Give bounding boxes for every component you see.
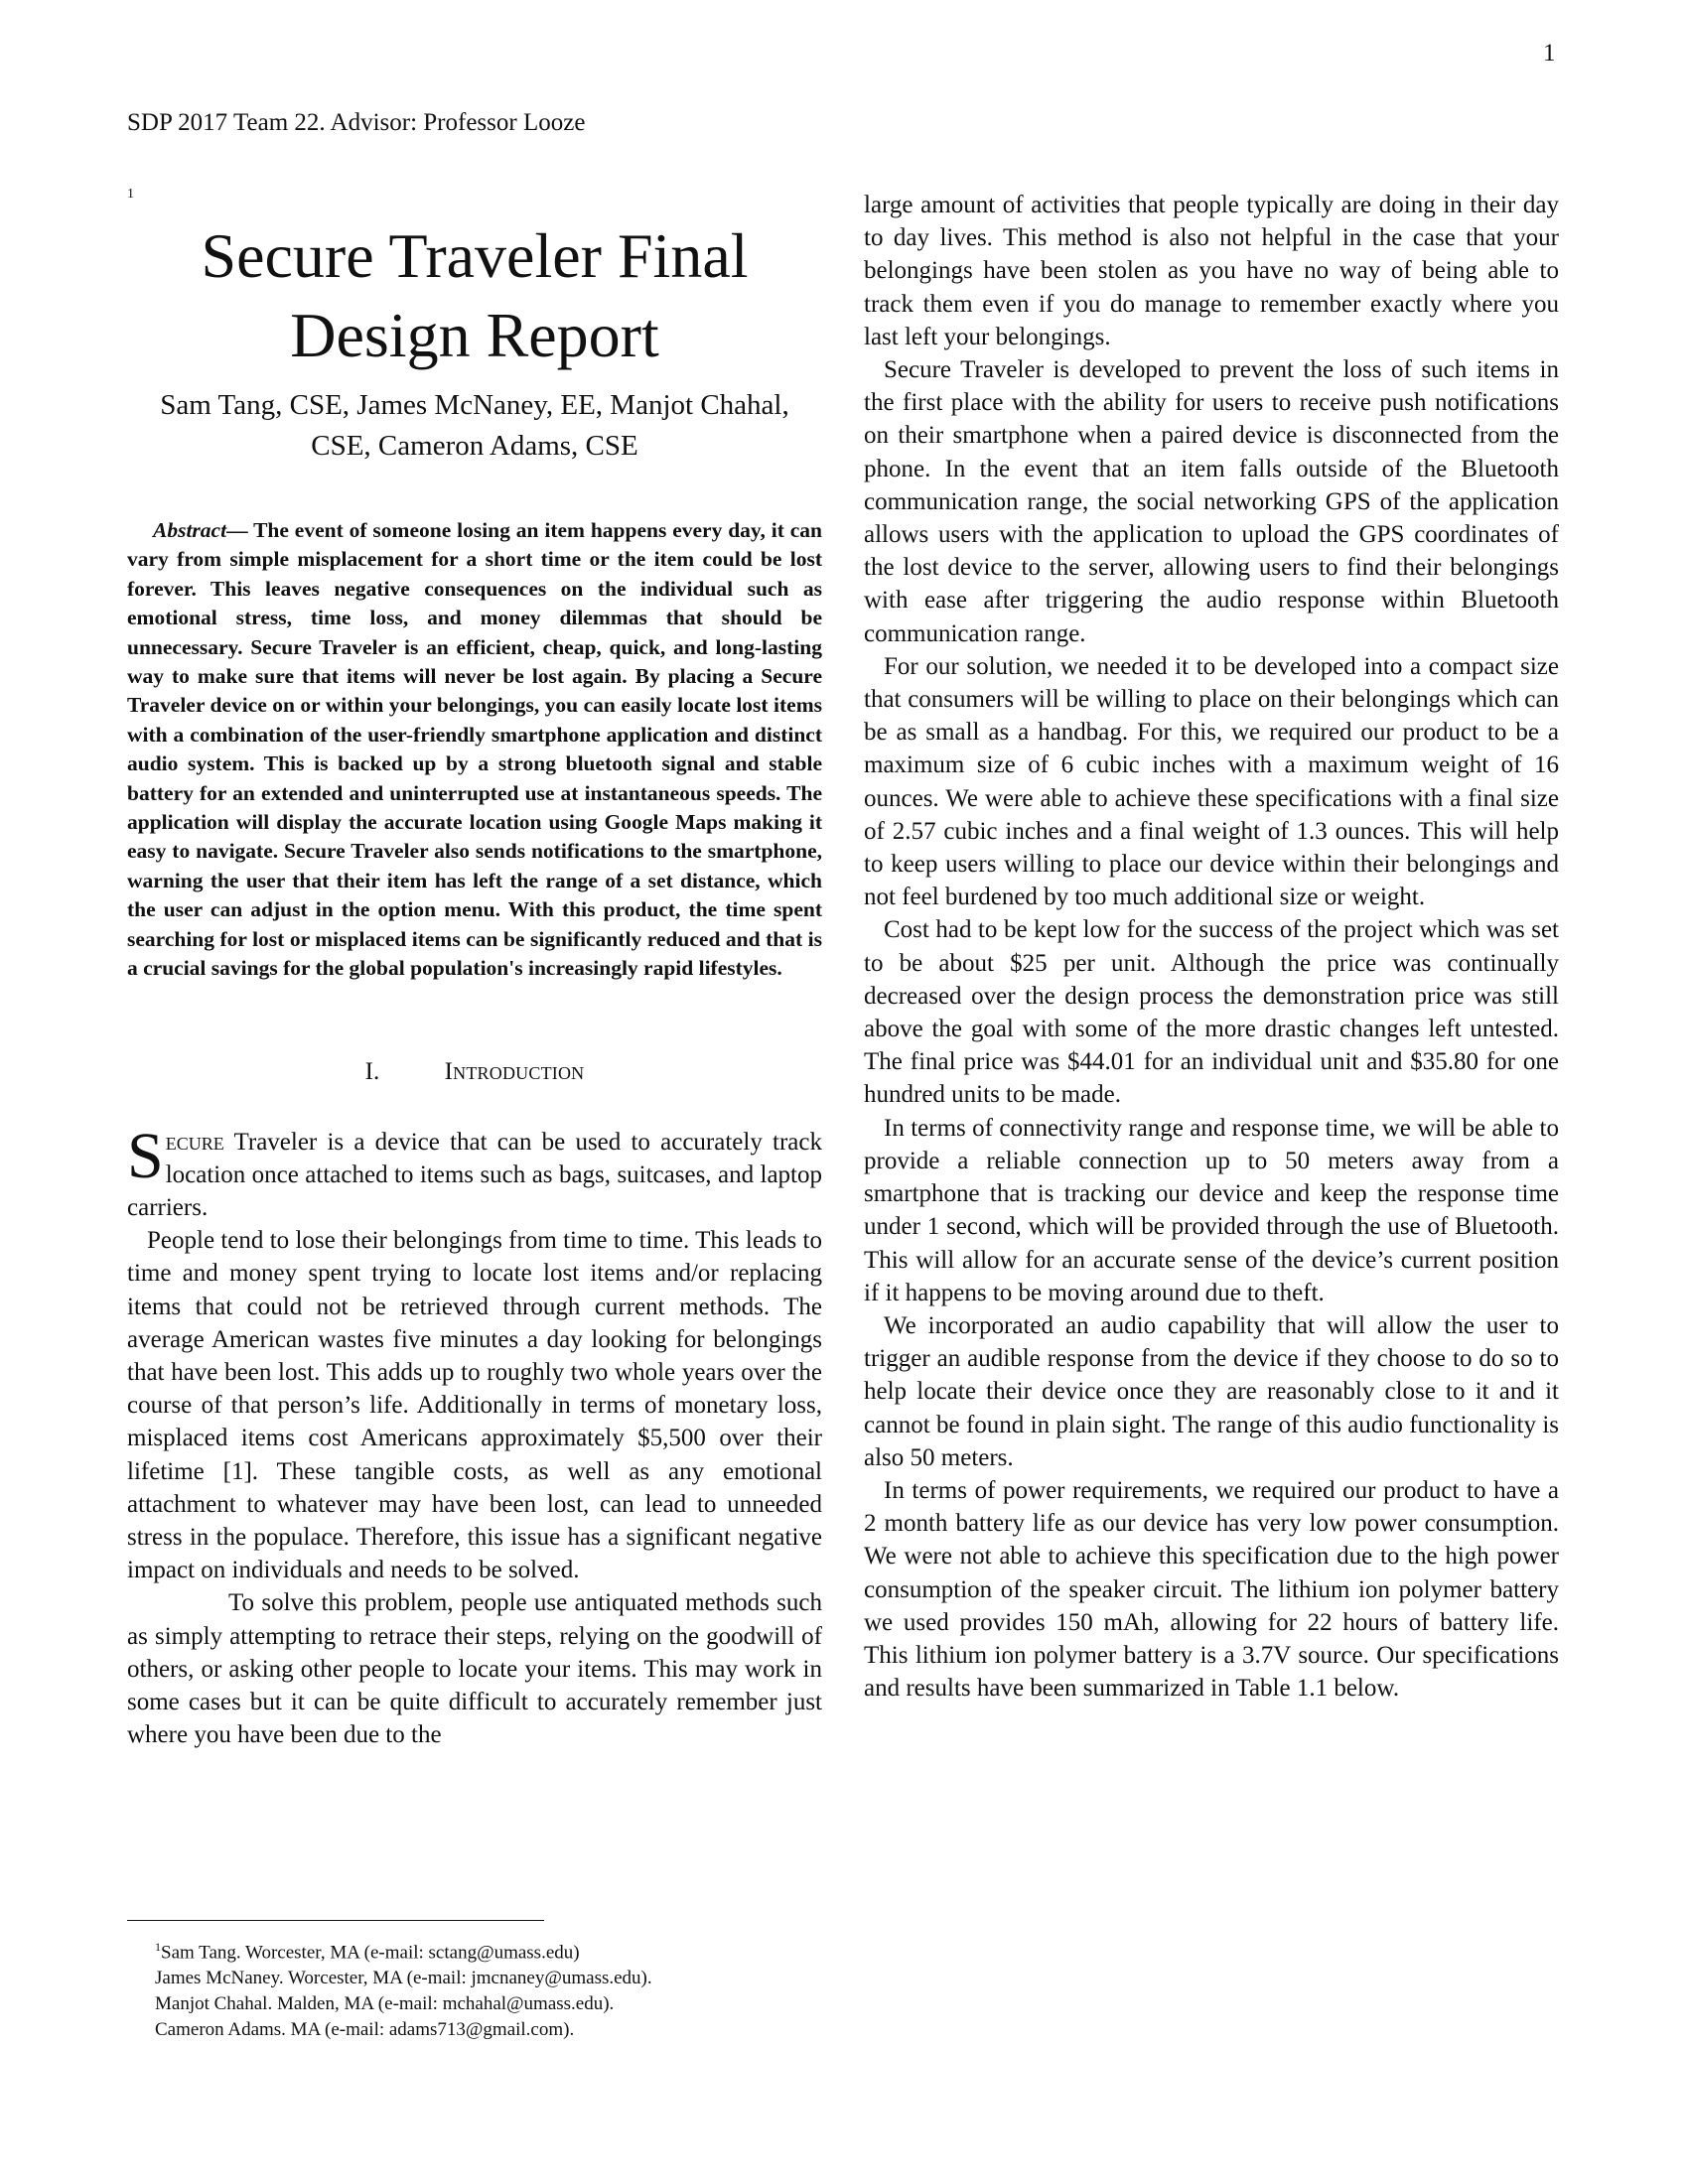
- abstract-text: The event of someone losing an item happens every day, it can vary from simple misplacement for a short time or the item could be lost forever. This leaves negative consequences on the individual such as emotional stress, time loss, and money dilemmas that should be unnecessary. Secure Traveler is an efficient, cheap, quick, and long-lasting way to make sure that items will never be lost again. By placing a Secure Traveler device on or within your belongings, you can easily locate lost items with a combination of the user-friendly smartphone application and distinct audio system. This is backed up by a strong bluetooth signal and stable battery for an extended and uninterrupted use at instantaneous speeds. The application will display the accurate location using Google Maps making it easy to navigate. Secure Traveler also sends notifications to the smartphone, warning the user that their item has left the range of a set distance, which the user can adjust in the option menu. With this product, the time spent searching for lost or misplaced items can be significantly reduced and that is a crucial savings for the global population's increasingly rapid lifestyles.: [127, 518, 822, 981]
- left-column: [127, 187, 822, 1751]
- abstract-lead: Abstract: [153, 518, 227, 542]
- section-heading-introduction: [127, 1058, 822, 1094]
- drop-cap-letter: S: [127, 1119, 164, 1192]
- body-paragraph-size: For our solution, we needed it to be developed into a compact size that consumers will be willing to place on their belongings which can be as small as a handbag. For this, we required our product to be a maximum size of 6 cubic inches with a maximum weight of 16 ounces. We were able to achieve these specifications with a final size of 2.57 cubic inches and a final weight of 1.3 ounces. This will help to keep users willing to place our device within their belongings and not feel burdened by too much additional size or weight.: [864, 652, 1559, 911]
- intro-paragraph-2: People tend to lose their belongings from time to time. This leads to time and money spent trying to locate lost items and/or replacing items that could not be retrieved through current methods. The average American wastes five minutes a day looking for belongings that have been lost. This adds up to roughly two whole years over the course of that person’s life. Additionally in terms of monetary loss, misplaced items cost Americans approximately $5,500 over their lifetime [1]. These tangible costs, as well as any emotional attachment to whatever may have been lost, can lead to unneeded stress in the populace. Therefore, this issue has a significant negative impact on individuals and needs to be solved.: [127, 1227, 822, 1584]
- abstract-dash: —: [226, 518, 254, 542]
- body-paragraph-power: In terms of power requirements, we required our product to have a 2 month battery life as our device has very low power consumption. We were not able to achieve this specification due to the high power consumption of the speaker circuit. The lithium ion polymer battery we used provides 150 mAh, allowing for 22 hours of battery life. This lithium ion polymer battery is a 3.7V source. Our specifications and results have been summarized in Table 1.1 below.: [864, 1476, 1559, 1703]
- intro-paragraph-1: [127, 1119, 822, 1225]
- body-paragraph-audio: We incorporated an audio capability that will allow the user to trigger an audible response from the device if they choose to do so to help locate their device once they are reasonably close to it and it cannot be found in plain sight. The range of this audio functionality is also 50 meters.: [864, 1311, 1559, 1471]
- body-paragraph-connectivity: In terms of connectivity range and response time, we will be able to provide a reliable connection up to 50 meters away from a smartphone that is tracking our device and keep the response time under 1 second, which will be provided through the use of Bluetooth. This will allow for an accurate sense of the device’s current position if it happens to be moving around due to theft.: [864, 1114, 1559, 1306]
- intro-lead-word: ecure: [165, 1128, 224, 1156]
- abstract: [127, 516, 822, 984]
- body-paragraph-continued: large amount of activities that people typically are doing in their day to day lives. This method is also not helpful in the case that your belongings have been stolen as you have no way of being able to track them even if you do manage to remember exactly where you last left your belongings.: [864, 192, 1559, 350]
- intro-paragraph-3: To solve this problem, people use antiquated methods such as simply attempting to retrace their steps, relying on the goodwill of others, or asking other people to locate your items. This may work in some cases but it can be quite difficult to accurately remember just where you have been due to the: [127, 1589, 822, 1749]
- footnote-divider: [127, 1920, 544, 1921]
- title-block: [127, 187, 822, 467]
- body-paragraph-prevention: Secure Traveler is developed to prevent the loss of such items in the first place with the ability for users to receive push notifications on their smartphone when a paired device is disconnected from the phone. In the event that an item falls outside of the Bluetooth communication range, the social networking GPS of the application allows users with the application to upload the GPS coordinates of the lost device to the server, allowing users to find their belongings with ease after triggering the audio response within Bluetooth communication range.: [864, 356, 1559, 647]
- footnotes: [155, 1934, 790, 2043]
- author-list: Sam Tang, CSE, James McNaney, EE, Manjot Chahal, CSE, Cameron Adams, CSE: [160, 389, 789, 462]
- section-title: Introduction: [444, 1057, 585, 1085]
- footnote-line: [155, 1934, 790, 1966]
- running-header: SDP 2017 Team 22. Advisor: Professor Looze: [127, 109, 586, 136]
- footnote-line: James McNaney. Worcester, MA (e-mail: jmcnaney@umass.edu).: [155, 1968, 652, 1989]
- footnote-line: Cameron Adams. MA (e-mail: adams713@gmail.com).: [155, 2019, 575, 2041]
- section-number: I.: [364, 1057, 380, 1085]
- footnote-line: Manjot Chahal. Malden, MA (e-mail: mchahal@umass.edu).: [155, 1993, 615, 2015]
- paper-title: Secure Traveler Final Design Report: [201, 220, 749, 370]
- right-column: [864, 189, 1559, 1705]
- footnote-marker: 1: [155, 1940, 161, 1954]
- footnote-text: Sam Tang. Worcester, MA (e-mail: sctang@umass.edu): [161, 1942, 580, 1964]
- intro-first-text: Traveler is a device that can be used to accurately track location once attached to items such as bags, suitcases, and laptop carriers.: [127, 1128, 822, 1221]
- body-paragraph-cost: Cost had to be kept low for the success of the project which was set to be about $25 per unit. Although the price was continually decreased over the design process the demonstration price was still above the goal with some of the more drastic changes left untested. The final price was $44.01 for an individual unit and $35.80 for one hundred units to be made.: [864, 916, 1559, 1109]
- page-number: 1: [1543, 40, 1556, 67]
- title-footnote-marker: 1: [127, 187, 134, 202]
